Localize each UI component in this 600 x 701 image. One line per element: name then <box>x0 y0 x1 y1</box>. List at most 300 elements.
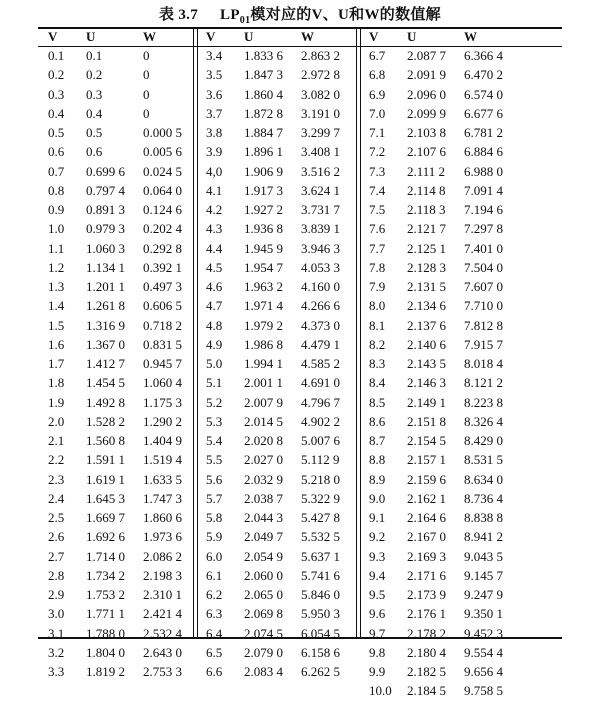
cell-w: 8.429 0 <box>464 433 503 448</box>
cell-u: 2.065 0 <box>244 587 283 602</box>
cell-u: 1.412 7 <box>86 356 125 371</box>
cell-v: 7.9 <box>369 279 386 294</box>
header-v: V <box>369 29 379 44</box>
header-u: U <box>86 29 96 44</box>
cell-v: 3.1 <box>48 625 65 641</box>
cell-u: 1.963 2 <box>244 279 283 294</box>
cell-v: 8.0 <box>369 298 386 314</box>
cell-w: 2.532 4 <box>143 625 182 641</box>
header-row <box>206 28 359 46</box>
cell-u: 2.173 9 <box>407 587 446 602</box>
cell-w: 7.915 7 <box>464 336 503 352</box>
cell-w: 9.554 4 <box>464 644 503 660</box>
cell-w: 7.812 8 <box>464 317 503 333</box>
cell-v: 6.2 <box>206 587 223 602</box>
cell-v: 9.6 <box>369 606 386 622</box>
cell-v: 8.1 <box>369 317 386 333</box>
cell-w: 8.736 4 <box>464 490 503 506</box>
cell-u: 2.001 1 <box>244 375 283 391</box>
cell-v: 9.4 <box>369 567 386 583</box>
cell-v: 5.3 <box>206 413 223 429</box>
cell-u: 2.182 5 <box>407 664 446 679</box>
table-row <box>48 46 201 65</box>
cell-u: 2.107 6 <box>407 144 446 160</box>
cell-v: 4.1 <box>206 182 223 198</box>
cell-u: 2.154 5 <box>407 433 446 448</box>
cell-u: 2.184 5 <box>407 683 446 699</box>
cell-u: 1.367 0 <box>86 336 125 352</box>
cell-u: 1.945 9 <box>244 240 283 256</box>
cell-w: 2.086 2 <box>143 548 182 564</box>
table-row <box>206 470 359 489</box>
cell-v: 3.7 <box>206 105 223 121</box>
cell-u: 2.087 7 <box>407 48 446 63</box>
cell-v: 2.1 <box>48 433 65 448</box>
cell-u: 1.528 2 <box>86 413 125 429</box>
cell-w: 6.781 2 <box>464 125 503 140</box>
table-row <box>48 181 201 200</box>
cell-v: 7.5 <box>369 202 386 217</box>
cell-v: 0.5 <box>48 125 65 140</box>
cell-v: 5.9 <box>206 529 223 545</box>
table-row <box>369 296 522 315</box>
table-row <box>48 585 201 604</box>
column-group-3 <box>369 28 522 701</box>
cell-v: 5.7 <box>206 490 223 506</box>
table-row <box>48 65 201 84</box>
table-row <box>369 123 522 142</box>
cell-w: 5.427 8 <box>301 510 340 525</box>
table-row <box>48 547 201 566</box>
table-row <box>48 104 201 123</box>
cell-v: 0.8 <box>48 182 65 198</box>
cell-w: 4.160 0 <box>301 279 340 294</box>
table-row <box>48 239 201 258</box>
table-row <box>369 604 522 623</box>
cell-v: 4.4 <box>206 240 223 256</box>
cell-w: 3.946 3 <box>301 240 340 256</box>
cell-w: 6.262 5 <box>301 664 340 679</box>
cell-v: 8.8 <box>369 452 386 468</box>
cell-w: 1.633 5 <box>143 471 182 487</box>
cell-v: 1.8 <box>48 375 65 391</box>
table-row <box>369 239 522 258</box>
cell-v: 4.3 <box>206 221 223 237</box>
cell-v: 0.2 <box>48 67 65 83</box>
cell-v: 9.3 <box>369 548 386 564</box>
table-row <box>369 431 522 450</box>
table-row <box>206 450 359 469</box>
cell-u: 0.5 <box>86 125 103 140</box>
table-row <box>48 316 201 335</box>
cell-v: 1.9 <box>48 394 65 410</box>
cell-w: 4.479 1 <box>301 336 340 352</box>
table-row <box>48 219 201 238</box>
cell-u: 1.936 8 <box>244 221 283 237</box>
cell-w: 0.831 5 <box>143 336 182 352</box>
cell-v: 5.5 <box>206 452 223 468</box>
cell-u: 2.118 3 <box>407 202 446 217</box>
cell-w: 0 <box>143 67 150 83</box>
cell-w: 2.643 0 <box>143 644 182 660</box>
cell-v: 1.1 <box>48 240 65 256</box>
cell-u: 2.149 1 <box>407 394 446 410</box>
cell-v: 7.0 <box>369 105 386 121</box>
cell-w: 3.731 7 <box>301 202 340 217</box>
table-row <box>206 181 359 200</box>
cell-u: 2.038 7 <box>244 490 283 506</box>
cell-v: 1.6 <box>48 336 65 352</box>
cell-v: 1.3 <box>48 279 65 294</box>
table-row <box>48 162 201 181</box>
cell-v: 7.2 <box>369 144 386 160</box>
cell-u: 1.645 3 <box>86 490 125 506</box>
cell-w: 0.005 6 <box>143 144 182 160</box>
header-w: W <box>464 29 477 44</box>
cell-w: 6.988 0 <box>464 163 503 179</box>
table-row <box>369 219 522 238</box>
header-v: V <box>48 29 58 44</box>
cell-u: 2.054 9 <box>244 548 283 564</box>
header-w: W <box>301 29 314 44</box>
table-row <box>206 162 359 181</box>
cell-u: 2.171 6 <box>407 567 446 583</box>
cell-w: 3.516 2 <box>301 163 340 179</box>
table-row <box>206 316 359 335</box>
table-row <box>48 258 201 277</box>
table-row <box>206 258 359 277</box>
cell-v: 9.8 <box>369 644 386 660</box>
cell-v: 1.5 <box>48 317 65 333</box>
cell-u: 2.069 8 <box>244 606 283 622</box>
table-row <box>369 373 522 392</box>
cell-w: 6.366 4 <box>464 48 503 63</box>
cell-w: 8.941 2 <box>464 529 503 545</box>
cell-w: 7.297 8 <box>464 221 503 237</box>
cell-u: 2.121 7 <box>407 221 446 237</box>
cell-v: 7.8 <box>369 259 386 275</box>
table-row <box>48 508 201 527</box>
table-row <box>369 470 522 489</box>
cell-v: 7.3 <box>369 163 386 179</box>
cell-w: 1.175 3 <box>143 394 182 410</box>
table-row <box>206 604 359 623</box>
cell-u: 1.771 1 <box>86 606 125 622</box>
cell-u: 1.986 8 <box>244 336 283 352</box>
cell-u: 0.2 <box>86 67 103 83</box>
cell-w: 7.710 0 <box>464 298 503 314</box>
cell-u: 2.111 2 <box>407 163 446 179</box>
cell-v: 3.2 <box>48 644 65 660</box>
cell-u: 2.027 0 <box>244 452 283 468</box>
cell-v: 2.4 <box>48 490 65 506</box>
table-row <box>369 566 522 585</box>
header-row <box>369 28 522 46</box>
cell-u: 2.114 8 <box>407 182 446 198</box>
cell-v: 2.0 <box>48 413 65 429</box>
cell-u: 1.134 1 <box>86 259 125 275</box>
cell-v: 1.2 <box>48 259 65 275</box>
cell-w: 1.860 6 <box>143 510 182 525</box>
cell-u: 0.979 3 <box>86 221 125 237</box>
table-row <box>206 239 359 258</box>
cell-v: 6.5 <box>206 644 223 660</box>
cell-u: 1.669 7 <box>86 510 125 525</box>
cell-u: 1.804 0 <box>86 644 125 660</box>
table-caption <box>0 3 600 26</box>
table-row <box>206 643 359 662</box>
cell-w: 7.607 0 <box>464 279 503 294</box>
cell-w: 2.421 4 <box>143 606 182 622</box>
cell-w: 4.691 0 <box>301 375 340 391</box>
table-row <box>48 624 201 643</box>
cell-w: 8.531 5 <box>464 452 503 468</box>
cell-u: 1.847 3 <box>244 67 283 83</box>
cell-w: 9.145 7 <box>464 567 503 583</box>
cell-u: 2.162 1 <box>407 490 446 506</box>
cell-u: 2.099 9 <box>407 105 446 121</box>
cell-v: 9.9 <box>369 664 386 679</box>
cell-w: 5.112 9 <box>301 452 340 468</box>
cell-u: 1.884 7 <box>244 125 283 140</box>
cell-v: 8.3 <box>369 356 386 371</box>
cell-u: 1.060 3 <box>86 240 125 256</box>
cell-w: 2.972 8 <box>301 67 340 83</box>
cell-u: 2.169 3 <box>407 548 446 564</box>
cell-w: 8.326 4 <box>464 413 503 429</box>
cell-v: 0.7 <box>48 163 65 179</box>
table-row <box>206 527 359 546</box>
cell-u: 1.261 8 <box>86 298 125 314</box>
cell-v: 2.9 <box>48 587 65 602</box>
cell-v: 8.4 <box>369 375 386 391</box>
cell-v: 6.1 <box>206 567 223 583</box>
cell-v: 4.9 <box>206 336 223 352</box>
cell-w: 1.060 4 <box>143 375 182 391</box>
cell-u: 2.079 0 <box>244 644 283 660</box>
cell-v: 3.0 <box>48 606 65 622</box>
cell-w: 3.624 1 <box>301 182 340 198</box>
table-row <box>48 643 201 662</box>
table-row <box>206 277 359 296</box>
cell-u: 2.083 4 <box>244 664 283 679</box>
cell-w: 0 <box>143 86 150 102</box>
cell-v: 8.2 <box>369 336 386 352</box>
table-row <box>369 181 522 200</box>
table-row <box>206 431 359 450</box>
table-row <box>48 662 201 681</box>
cell-w: 0.000 5 <box>143 125 182 140</box>
cell-w: 0 <box>143 105 150 121</box>
table-row <box>48 335 201 354</box>
cell-u: 2.137 6 <box>407 317 446 333</box>
cell-w: 4.902 2 <box>301 413 340 429</box>
table-row <box>206 142 359 161</box>
cell-w: 6.470 2 <box>464 67 503 83</box>
cell-u: 2.128 3 <box>407 259 446 275</box>
cell-w: 9.452 3 <box>464 625 503 641</box>
table-row <box>206 585 359 604</box>
cell-u: 1.954 7 <box>244 259 283 275</box>
cell-u: 2.176 1 <box>407 606 446 622</box>
cell-u: 1.994 1 <box>244 356 283 371</box>
table-row <box>48 604 201 623</box>
table-row <box>48 566 201 585</box>
cell-w: 8.018 4 <box>464 356 503 371</box>
table-row <box>206 335 359 354</box>
table-row <box>369 316 522 335</box>
cell-v: 4.6 <box>206 279 223 294</box>
cell-w: 8.634 0 <box>464 471 503 487</box>
cell-w: 5.846 0 <box>301 587 340 602</box>
cell-u: 1.734 2 <box>86 567 125 583</box>
table-row <box>48 450 201 469</box>
table-row <box>369 412 522 431</box>
table-row <box>48 296 201 315</box>
cell-v: 4,0 <box>206 163 223 179</box>
cell-u: 2.140 6 <box>407 336 446 352</box>
cell-w: 7.091 4 <box>464 182 503 198</box>
cell-w: 0.124 6 <box>143 202 182 217</box>
cell-w: 3.839 1 <box>301 221 340 237</box>
cell-u: 2.020 8 <box>244 433 283 448</box>
cell-w: 0.497 3 <box>143 279 182 294</box>
cell-w: 5.741 6 <box>301 567 340 583</box>
table-row <box>48 489 201 508</box>
cell-u: 2.146 3 <box>407 375 446 391</box>
table-row <box>369 643 522 662</box>
cell-w: 1.747 3 <box>143 490 182 506</box>
cell-v: 7.7 <box>369 240 386 256</box>
table-row <box>369 681 522 700</box>
table-row <box>206 624 359 643</box>
cell-w: 5.950 3 <box>301 606 340 622</box>
table-row <box>48 354 201 373</box>
cell-w: 4.585 2 <box>301 356 340 371</box>
cell-v: 6.8 <box>369 67 386 83</box>
cell-u: 1.906 9 <box>244 163 283 179</box>
mode-name: LP <box>220 7 240 23</box>
cell-u: 1.454 5 <box>86 375 125 391</box>
cell-u: 2.096 0 <box>407 86 446 102</box>
cell-u: 0.891 3 <box>86 202 125 217</box>
cell-w: 0.718 2 <box>143 317 182 333</box>
cell-u: 2.032 9 <box>244 471 283 487</box>
cell-u: 2.164 6 <box>407 510 446 525</box>
cell-w: 6.574 0 <box>464 86 503 102</box>
cell-v: 6.6 <box>206 664 223 679</box>
cell-u: 2.074 5 <box>244 625 283 641</box>
cell-u: 0.4 <box>86 105 103 121</box>
cell-v: 2.6 <box>48 529 65 545</box>
cell-u: 0.797 4 <box>86 182 125 198</box>
cell-v: 3.9 <box>206 144 223 160</box>
cell-v: 3.3 <box>48 664 65 679</box>
cell-v: 6.4 <box>206 625 223 641</box>
table-row <box>206 219 359 238</box>
table-row <box>206 489 359 508</box>
cell-u: 1.619 1 <box>86 471 125 487</box>
table-row <box>369 508 522 527</box>
cell-w: 2.198 3 <box>143 567 182 583</box>
cell-u: 2.143 5 <box>407 356 446 371</box>
table-row <box>369 200 522 219</box>
cell-u: 2.125 1 <box>407 240 446 256</box>
cell-u: 1.979 2 <box>244 317 283 333</box>
cell-w: 5.532 5 <box>301 529 340 545</box>
table-row <box>48 200 201 219</box>
cell-v: 0.6 <box>48 144 65 160</box>
table-row <box>206 46 359 65</box>
cell-v: 9.0 <box>369 490 386 506</box>
mode-subscript: 01 <box>239 15 251 26</box>
cell-u: 2.007 9 <box>244 394 283 410</box>
table-row <box>206 123 359 142</box>
cell-u: 0.1 <box>86 48 103 63</box>
cell-u: 0.6 <box>86 144 103 160</box>
cell-v: 5.2 <box>206 394 223 410</box>
cell-u: 1.753 2 <box>86 587 125 602</box>
table-row <box>206 200 359 219</box>
cell-w: 3.408 1 <box>301 144 340 160</box>
cell-u: 2.131 5 <box>407 279 446 294</box>
cell-u: 1.560 8 <box>86 433 125 448</box>
table-row <box>206 508 359 527</box>
cell-v: 7.1 <box>369 125 386 140</box>
header-w: W <box>143 29 156 44</box>
cell-w: 0.392 1 <box>143 259 182 275</box>
cell-u: 2.134 6 <box>407 298 446 314</box>
cell-w: 7.401 0 <box>464 240 503 256</box>
table-row <box>369 662 522 681</box>
table-row <box>48 412 201 431</box>
cell-w: 1.519 4 <box>143 452 182 468</box>
header-u: U <box>244 29 254 44</box>
header-v: V <box>206 29 216 44</box>
cell-v: 0.1 <box>48 48 65 63</box>
cell-v: 3.8 <box>206 125 223 140</box>
table-row <box>369 527 522 546</box>
cell-w: 9.350 1 <box>464 606 503 622</box>
cell-w: 4.796 7 <box>301 394 340 410</box>
cell-u: 2.159 6 <box>407 471 446 487</box>
table-row <box>369 547 522 566</box>
table-row <box>48 527 201 546</box>
cell-v: 9.5 <box>369 587 386 602</box>
table-row <box>206 373 359 392</box>
cell-w: 0.606 5 <box>143 298 182 314</box>
cell-v: 7.4 <box>369 182 386 198</box>
cell-w: 7.194 6 <box>464 202 503 217</box>
cell-w: 5.007 6 <box>301 433 340 448</box>
cell-w: 6.158 6 <box>301 644 340 660</box>
cell-u: 1.591 1 <box>86 452 125 468</box>
cell-v: 0.3 <box>48 86 65 102</box>
cell-w: 6.677 6 <box>464 105 503 121</box>
cell-w: 3.299 7 <box>301 125 340 140</box>
cell-u: 2.091 9 <box>407 67 446 83</box>
cell-u: 1.872 8 <box>244 105 283 121</box>
cell-u: 2.060 0 <box>244 567 283 583</box>
cell-w: 7.504 0 <box>464 259 503 275</box>
cell-w: 0.024 5 <box>143 163 182 179</box>
table-row <box>369 335 522 354</box>
cell-v: 7.6 <box>369 221 386 237</box>
cell-u: 2.103 8 <box>407 125 446 140</box>
cell-v: 2.5 <box>48 510 65 525</box>
cell-v: 5.4 <box>206 433 223 448</box>
cell-v: 2.3 <box>48 471 65 487</box>
